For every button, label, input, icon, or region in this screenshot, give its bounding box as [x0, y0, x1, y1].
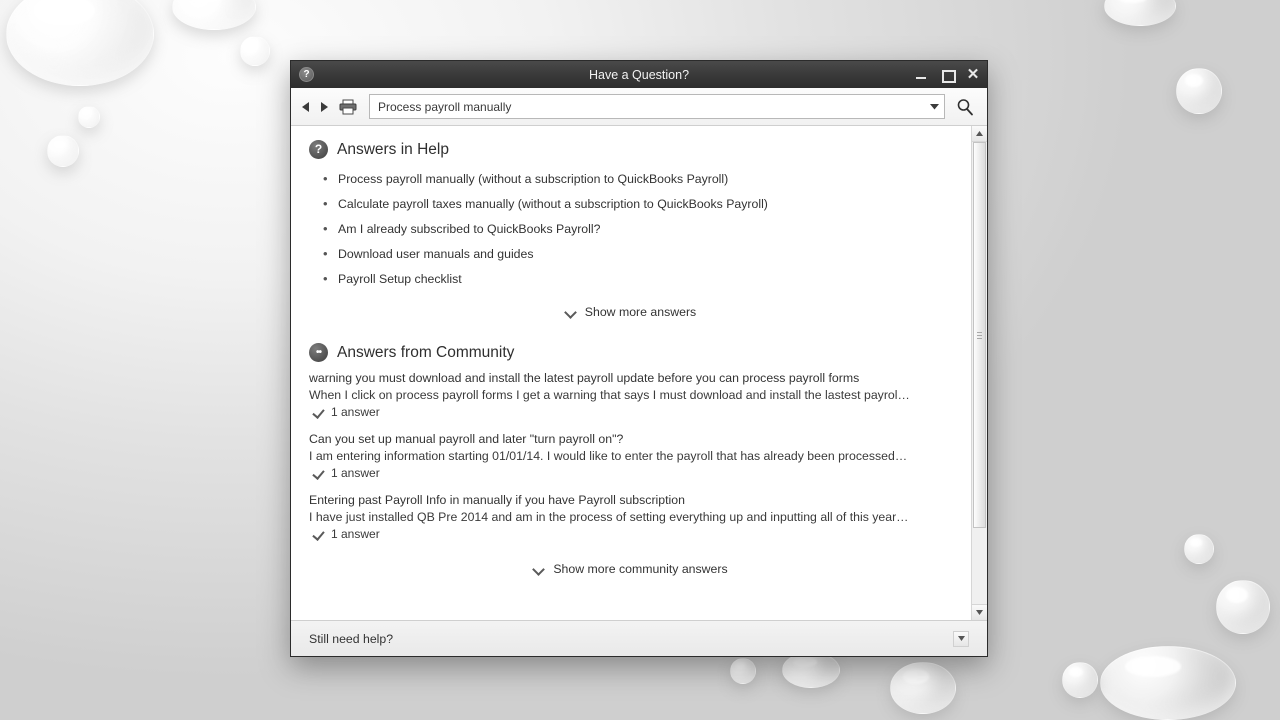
thread-snippet: I am entering information starting 01/01/14. I would like to enter the payroll that has already been processed…: [309, 449, 908, 463]
window-title: Have a Question?: [588, 67, 690, 82]
bubble-decoration: [1100, 646, 1236, 720]
bubble-decoration: [1216, 580, 1270, 634]
bubble-decoration: [1176, 68, 1222, 114]
thread-answer-count-label: 1 answer: [331, 405, 380, 419]
show-more-answers-label: Show more answers: [584, 305, 697, 319]
list-item[interactable]: • Payroll Setup checklist: [323, 267, 953, 292]
question-mark-icon: ?: [309, 140, 328, 159]
list-item[interactable]: • Process payroll manually (without a subscription to QuickBooks Payroll): [323, 167, 953, 192]
bubble-decoration: [730, 658, 756, 684]
help-content: [291, 126, 971, 620]
toolbar: [291, 88, 987, 126]
bubble-decoration: [890, 662, 956, 714]
list-item[interactable]: • Calculate payroll taxes manually (without a subscription to QuickBooks Payroll): [323, 192, 953, 217]
list-item: [309, 492, 953, 541]
thread-snippet: I have just installed QB Pre 2014 and am in the process of setting everything up and inputting all of this year…: [309, 510, 909, 524]
list-item: [309, 370, 953, 419]
bubble-decoration: [172, 0, 256, 30]
scrollbar-track[interactable]: [972, 142, 987, 604]
answers-from-community-title: Answers from Community: [337, 343, 515, 361]
close-button[interactable]: ✕: [966, 65, 980, 83]
help-window: [290, 60, 988, 657]
vertical-scrollbar[interactable]: [971, 126, 987, 620]
chevron-down-icon[interactable]: [926, 95, 942, 118]
bubble-decoration: [1184, 534, 1214, 564]
search-icon[interactable]: [951, 94, 979, 119]
thread-title[interactable]: Entering past Payroll Info in manually if you have Payroll subscription: [309, 493, 685, 507]
bubble-decoration: [78, 106, 100, 128]
answers-in-help-title: Answers in Help: [337, 140, 449, 158]
list-item[interactable]: • Am I already subscribed to QuickBooks Payroll?: [323, 217, 953, 242]
bubble-decoration: [47, 135, 79, 167]
chevron-down-icon: [566, 307, 577, 318]
window-controls: [913, 67, 981, 83]
minimize-button[interactable]: [913, 67, 929, 83]
maximize-button[interactable]: [939, 67, 955, 83]
thread-snippet: When I click on process payroll forms I get a warning that says I must download and install the lastest payrol…: [309, 388, 910, 402]
thread-title[interactable]: warning you must download and install the latest payroll update before you can process payroll forms: [309, 371, 860, 385]
forward-arrow-icon[interactable]: [317, 97, 331, 117]
bubble-decoration: [240, 36, 270, 66]
thread-answer-count[interactable]: [309, 466, 953, 480]
back-arrow-icon[interactable]: [299, 97, 313, 117]
check-icon: [313, 529, 324, 540]
title-bar: [291, 61, 987, 88]
list-item: [309, 431, 953, 480]
bubble-decoration: [1062, 662, 1098, 698]
thread-answer-count-label: 1 answer: [331, 527, 380, 541]
scroll-down-button[interactable]: [972, 604, 987, 620]
answers-in-help-header: [309, 140, 953, 159]
scroll-down-button-footer[interactable]: [953, 631, 969, 647]
answers-from-community-header: [309, 343, 953, 362]
search-input[interactable]: [376, 99, 926, 115]
thread-answer-count-label: 1 answer: [331, 466, 380, 480]
check-icon: [313, 468, 324, 479]
help-badge-icon[interactable]: ?: [299, 67, 314, 82]
thread-title[interactable]: Can you set up manual payroll and later "turn payroll on"?: [309, 432, 624, 446]
still-need-help-link[interactable]: Still need help?: [309, 631, 394, 646]
community-icon: ••: [309, 343, 328, 362]
scroll-up-button[interactable]: [972, 126, 987, 142]
thread-answer-count[interactable]: [309, 527, 953, 541]
footer-bar: [291, 620, 987, 656]
check-icon: [313, 407, 324, 418]
list-item[interactable]: • Download user manuals and guides: [323, 242, 953, 267]
show-more-community-answers-button[interactable]: [309, 553, 953, 582]
scrollbar-thumb[interactable]: [973, 142, 986, 528]
search-box[interactable]: [369, 94, 945, 119]
bubble-decoration: [1104, 0, 1176, 26]
show-more-community-answers-label: Show more community answers: [553, 562, 728, 576]
bubble-decoration: [6, 0, 154, 86]
community-thread-list: [309, 370, 953, 541]
chevron-down-icon: [534, 564, 545, 575]
show-more-answers-button[interactable]: [309, 296, 953, 325]
help-answer-list: [309, 167, 953, 292]
content-area: [291, 126, 987, 620]
print-icon[interactable]: [337, 97, 359, 117]
bubble-decoration: [782, 652, 840, 688]
thread-answer-count[interactable]: [309, 405, 953, 419]
